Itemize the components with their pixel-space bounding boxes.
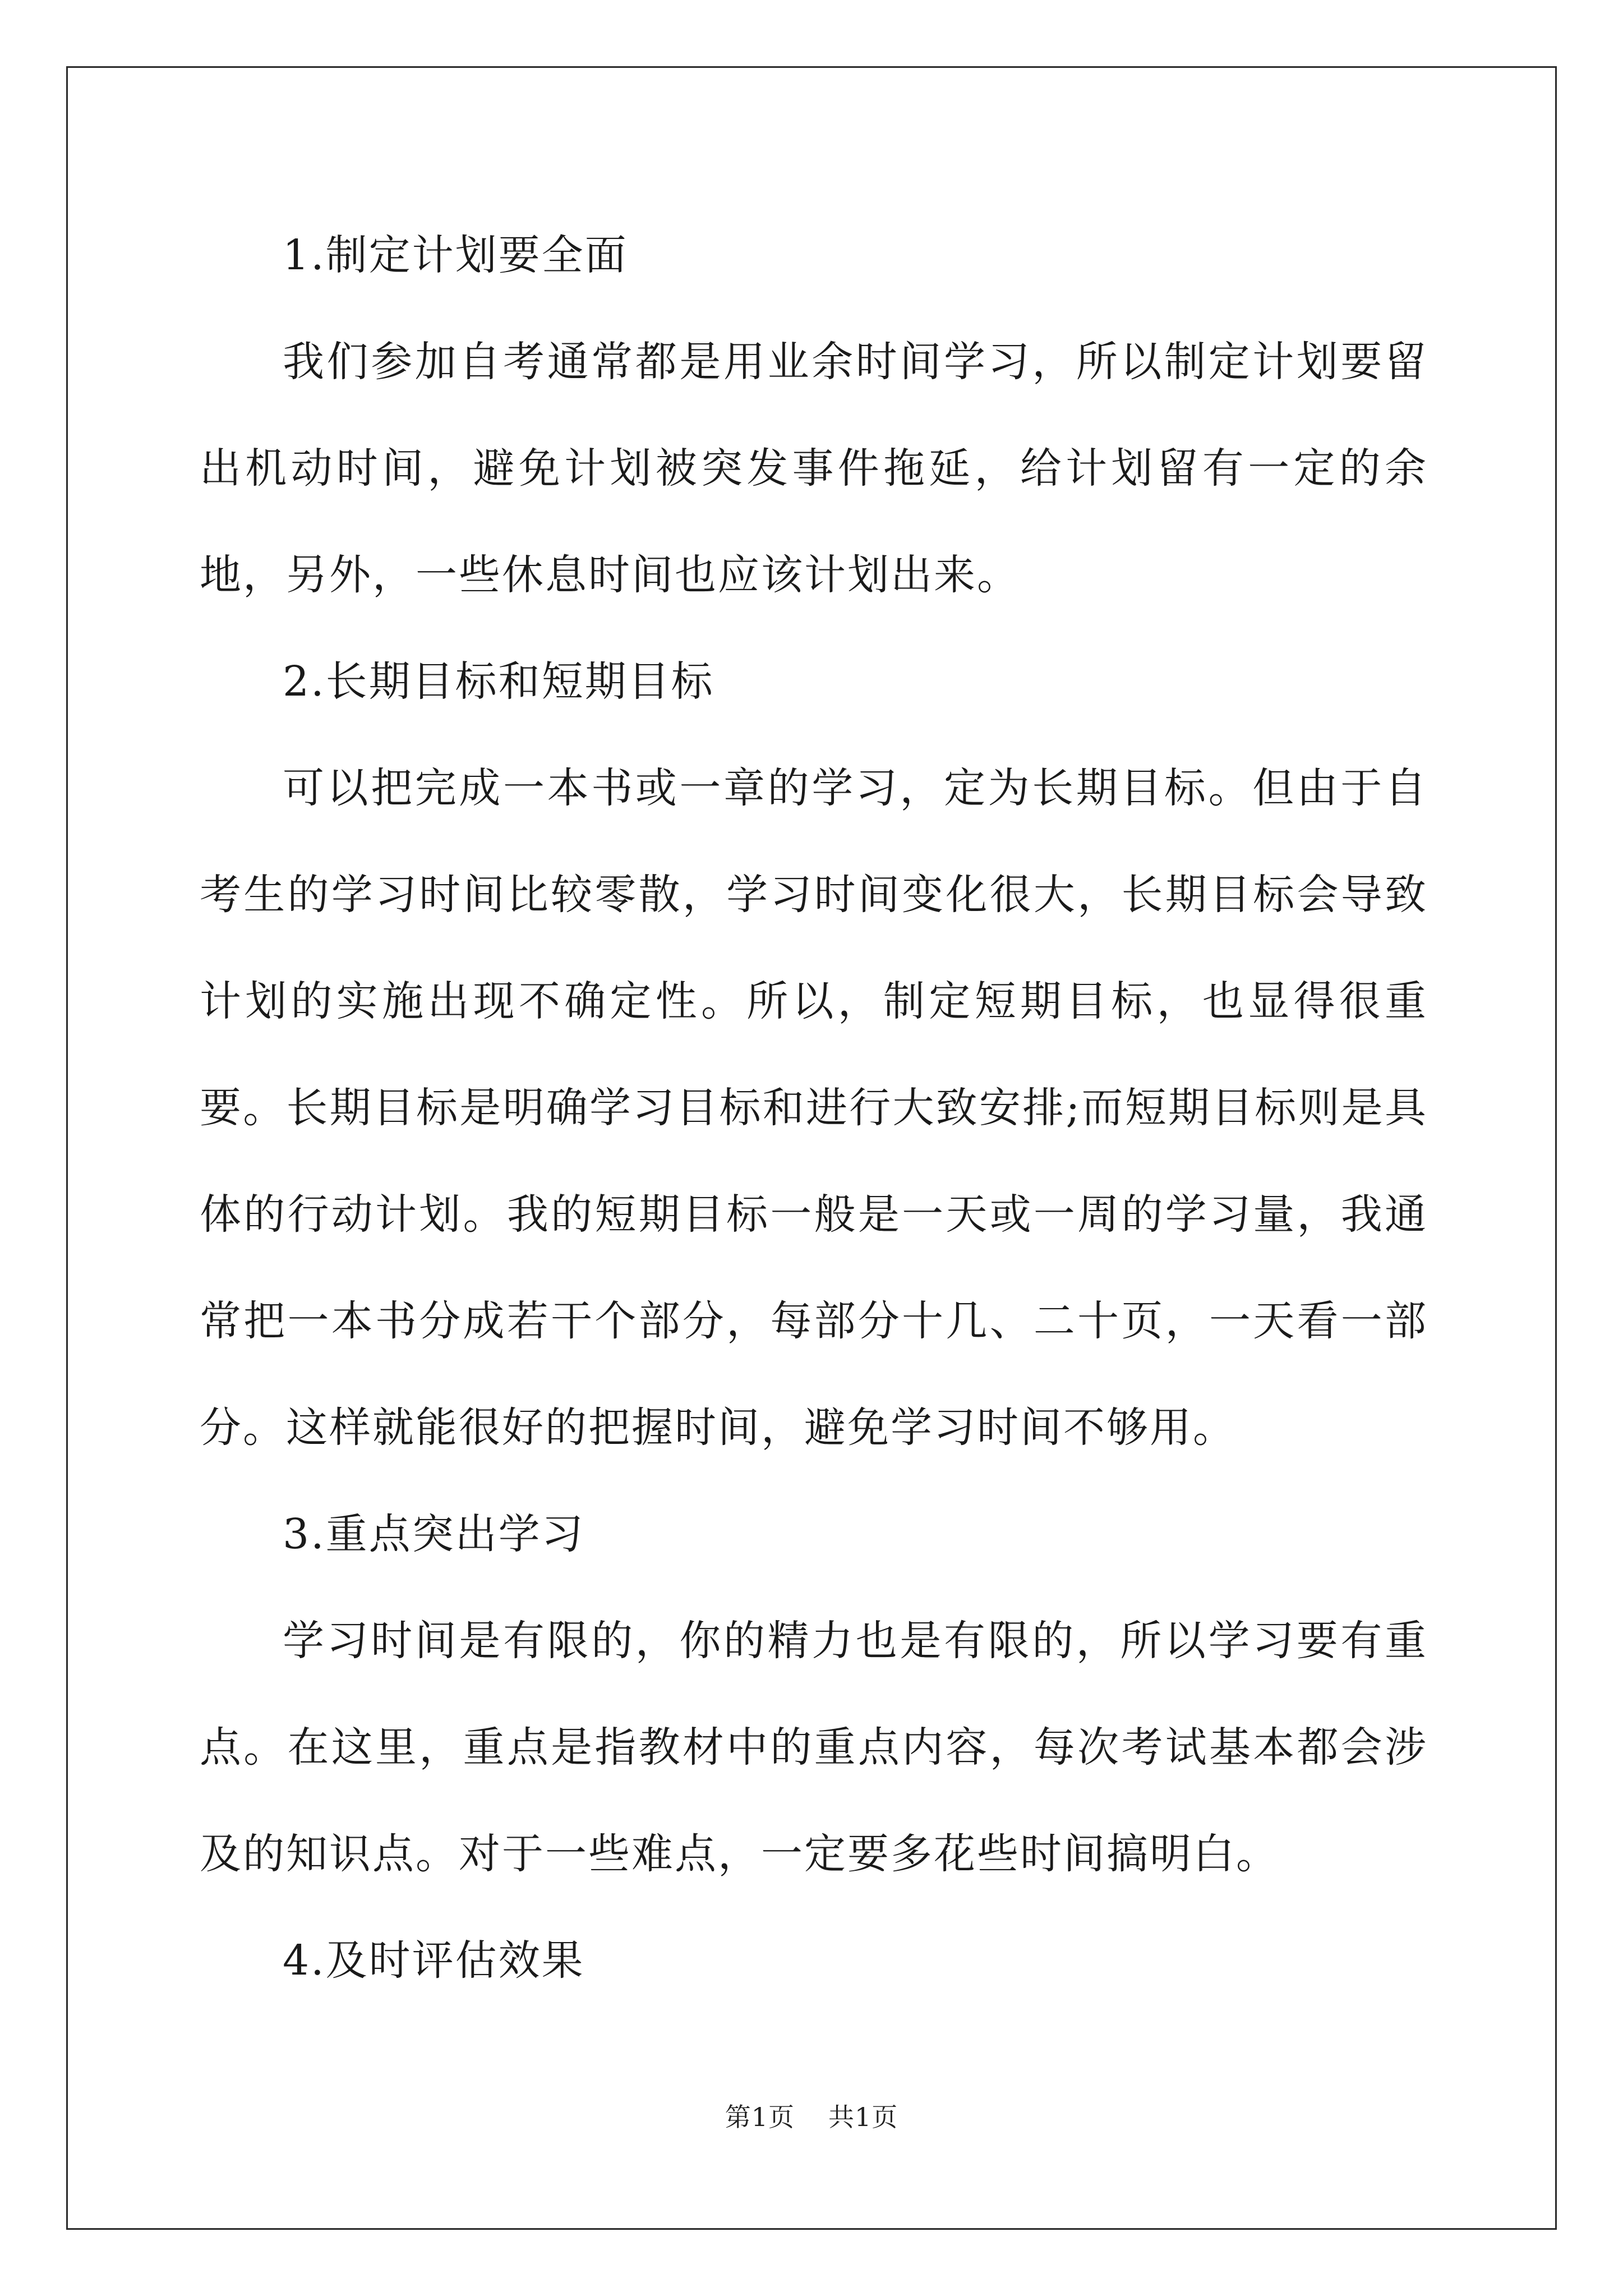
- page-footer: [0, 2097, 1623, 2134]
- section-body-1: 我们参加自考通常都是用业余时间学习，所以制定计划要留出机动时间，避免计划被突发事件拖延，给计划留有一定的余地，另外，一些休息时间也应该计划出来。: [200, 338, 1428, 599]
- section-heading-2: 2.长期目标和短期目标: [283, 657, 714, 706]
- section-heading-1: 1.制定计划要全面: [283, 231, 628, 279]
- section-heading-4: 4.及时评估效果: [283, 1936, 585, 1985]
- section-body-2: 可以把完成一本书或一章的学习，定为长期目标。但由于自考生的学习时间比较零散，学习时间变化很大，长期目标会导致计划的实施出现不确定性。所以，制定短期目标，也显得很重要。长期目标是明确学习目标和进行大致安排;而短期目标则是具体的行动计划。我的短期目标一般是一天或一周的学习量，我通常把一本书分成若干个部分，每部分十几、二十页，一天看一部分。这样就能很好的把握时间，避免学习时间不够用。: [200, 764, 1428, 1452]
- page-total: 共1页: [828, 2102, 898, 2132]
- page-number: 第1页: [725, 2102, 795, 2132]
- section-body-3: 学习时间是有限的，你的精力也是有限的，所以学习要有重点。在这里，重点是指教材中的重点内容，每次考试基本都会涉及的知识点。对于一些难点，一定要多花些时间搞明白。: [200, 1617, 1428, 1878]
- document-body: [200, 202, 1428, 2014]
- section-heading-3: 3.重点突出学习: [283, 1510, 585, 1558]
